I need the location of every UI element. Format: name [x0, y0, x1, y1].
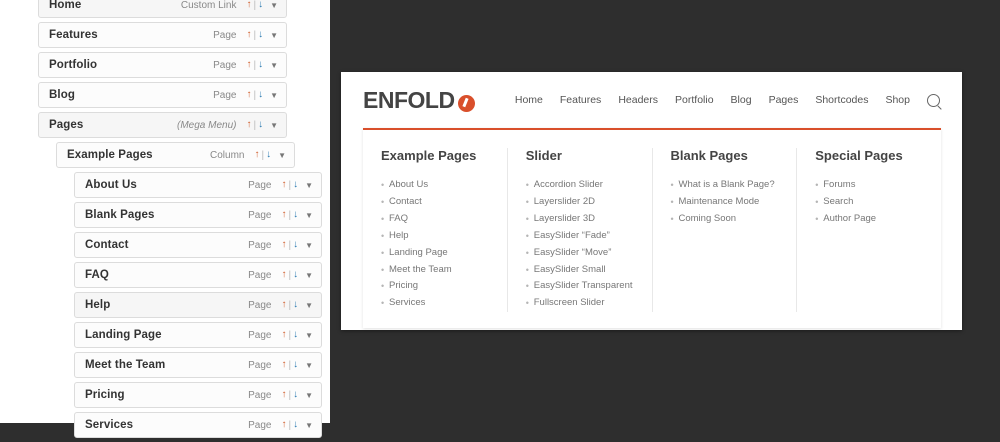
action-separator: |	[288, 389, 292, 401]
menu-row-type: Page	[248, 179, 272, 191]
action-separator: |	[253, 29, 257, 41]
move-down-icon[interactable]: ↓	[293, 329, 299, 340]
move-down-icon[interactable]: ↓	[293, 179, 299, 190]
move-up-icon[interactable]: ↑	[281, 359, 287, 370]
chevron-down-icon[interactable]: ▼	[270, 30, 278, 40]
menu-row-actions	[281, 210, 313, 221]
mega-menu-link-list	[526, 177, 636, 312]
menu-row-actions	[281, 360, 313, 371]
mega-menu-link[interactable]: • Pricing	[381, 278, 491, 295]
menu-row-type: Page	[213, 29, 237, 41]
menu-row-actions	[281, 420, 313, 431]
menu-row[interactable]	[38, 0, 287, 18]
chevron-down-icon[interactable]: ▼	[305, 240, 313, 250]
menu-row-title: FAQ	[85, 269, 109, 281]
menu-row-actions	[246, 120, 278, 131]
menu-row-actions	[246, 30, 278, 41]
mega-menu-link-list	[815, 177, 925, 228]
menu-row-title: Pages	[49, 119, 84, 131]
chevron-down-icon[interactable]: ▼	[270, 120, 278, 130]
move-up-icon[interactable]: ↑	[246, 29, 252, 40]
menu-row-actions	[246, 0, 278, 11]
move-down-icon[interactable]: ↓	[293, 419, 299, 430]
mega-menu-link[interactable]: • Forums	[815, 177, 925, 194]
menu-row-type: Page	[248, 299, 272, 311]
mega-menu-link[interactable]: • Layerslider 3D	[526, 211, 636, 228]
mega-menu-column	[363, 148, 508, 312]
mega-menu-dropdown	[363, 128, 941, 328]
move-up-icon[interactable]: ↑	[246, 89, 252, 100]
nav-item-shop[interactable]: Shop	[885, 94, 910, 106]
menu-row-title: Example Pages	[67, 149, 153, 161]
nav-item-blog[interactable]: Blog	[730, 94, 752, 106]
mega-menu-column-title: Special Pages	[815, 148, 903, 163]
move-up-icon[interactable]: ↑	[281, 299, 287, 310]
move-down-icon[interactable]: ↓	[293, 299, 299, 310]
move-down-icon[interactable]: ↓	[293, 359, 299, 370]
chevron-down-icon[interactable]: ▼	[270, 90, 278, 100]
menu-row[interactable]	[74, 292, 322, 318]
move-down-icon[interactable]: ↓	[266, 149, 272, 160]
move-up-icon[interactable]: ↑	[281, 209, 287, 220]
chevron-down-icon[interactable]: ▼	[305, 360, 313, 370]
chevron-down-icon[interactable]: ▼	[305, 210, 313, 220]
menu-row-title: Contact	[85, 239, 129, 251]
menu-row[interactable]	[74, 322, 322, 348]
nav-item-portfolio[interactable]: Portfolio	[675, 94, 714, 106]
menu-row-actions	[281, 390, 313, 401]
menu-row[interactable]	[38, 112, 287, 138]
chevron-down-icon[interactable]: ▼	[305, 180, 313, 190]
menu-row[interactable]	[74, 412, 322, 438]
menu-row[interactable]	[74, 352, 322, 378]
mega-menu-link[interactable]: • Author Page	[815, 211, 925, 228]
menu-row-actions	[246, 90, 278, 101]
mega-menu-column	[653, 148, 798, 312]
mega-menu-link-list	[381, 177, 491, 312]
mega-menu-link[interactable]: • Meet the Team	[381, 262, 491, 279]
move-up-icon[interactable]: ↑	[246, 59, 252, 70]
action-separator: |	[288, 299, 292, 311]
menu-row-type: Page	[248, 209, 272, 221]
move-down-icon[interactable]: ↓	[293, 389, 299, 400]
logo-text: ENFOLD	[363, 86, 455, 113]
action-separator: |	[261, 149, 265, 161]
menu-row-title: Landing Page	[85, 329, 162, 341]
menu-row[interactable]	[74, 232, 322, 258]
mega-menu-link[interactable]: • EasySlider Small	[526, 262, 636, 279]
menu-row-type: Page	[248, 269, 272, 281]
move-down-icon[interactable]: ↓	[258, 89, 264, 100]
mega-menu-column-title: Blank Pages	[670, 148, 748, 163]
menu-row-type: Column	[210, 149, 245, 161]
menu-row[interactable]	[74, 262, 322, 288]
action-separator: |	[288, 359, 292, 371]
move-up-icon[interactable]: ↑	[281, 239, 287, 250]
chevron-down-icon[interactable]: ▼	[270, 0, 278, 10]
chevron-down-icon[interactable]: ▼	[305, 270, 313, 280]
action-separator: |	[288, 209, 292, 221]
menu-row-title: Home	[49, 0, 82, 11]
menu-row-title: Blank Pages	[85, 209, 155, 221]
mega-menu-link[interactable]: • Services	[381, 295, 491, 312]
menu-row-actions	[281, 300, 313, 311]
menu-row[interactable]	[56, 142, 295, 168]
mega-menu-column-title: Slider	[525, 148, 562, 163]
menu-row[interactable]	[38, 52, 287, 78]
menu-row-title: Meet the Team	[85, 359, 166, 371]
menu-row-actions	[281, 330, 313, 341]
logo-dot-icon	[458, 95, 475, 112]
move-up-icon[interactable]: ↑	[281, 179, 287, 190]
menu-row-type: Page	[213, 89, 237, 101]
chevron-down-icon[interactable]: ▼	[305, 300, 313, 310]
mega-menu-column	[508, 148, 653, 312]
action-separator: |	[288, 239, 292, 251]
action-separator: |	[253, 89, 257, 101]
move-down-icon[interactable]: ↓	[293, 209, 299, 220]
action-separator: |	[253, 119, 257, 131]
move-down-icon[interactable]: ↓	[258, 59, 264, 70]
site-header	[341, 72, 962, 128]
mega-menu-link[interactable]: • EasySlider “Fade”	[526, 228, 636, 245]
site-preview	[341, 72, 962, 330]
move-down-icon[interactable]: ↓	[293, 269, 299, 280]
move-up-icon[interactable]: ↑	[281, 329, 287, 340]
move-up-icon[interactable]: ↑	[246, 0, 252, 10]
mega-menu-link[interactable]: • Help	[381, 228, 491, 245]
move-down-icon[interactable]: ↓	[258, 119, 264, 130]
move-up-icon[interactable]: ↑	[246, 119, 252, 130]
mega-menu-link[interactable]: • Layerslider 2D	[526, 194, 636, 211]
site-main-nav	[515, 94, 940, 107]
menu-row-actions	[281, 240, 313, 251]
menu-row-title: Help	[85, 299, 111, 311]
mega-menu-link[interactable]: • About Us	[381, 177, 491, 194]
menu-row-type: Page	[248, 329, 272, 341]
mega-menu-link[interactable]: • Accordion Slider	[526, 177, 636, 194]
menu-row-type: Page	[248, 359, 272, 371]
nav-item-features[interactable]: Features	[559, 94, 602, 106]
menu-row-title: Features	[49, 29, 98, 41]
menu-row-type: Page	[248, 239, 272, 251]
mega-menu-link[interactable]: • What is a Blank Page?	[671, 177, 781, 194]
chevron-down-icon[interactable]: ▼	[305, 390, 313, 400]
menu-row-actions	[246, 60, 278, 71]
menu-row-title: Portfolio	[49, 59, 98, 71]
menu-row[interactable]	[38, 22, 287, 48]
menu-row-type: Custom Link	[180, 0, 237, 11]
menu-row[interactable]	[74, 172, 322, 198]
action-separator: |	[253, 0, 257, 11]
mega-menu-link[interactable]: • Search	[815, 194, 925, 211]
move-up-icon[interactable]: ↑	[254, 149, 260, 160]
chevron-down-icon[interactable]: ▼	[305, 330, 313, 340]
menu-row-title: Services	[85, 419, 134, 431]
mega-menu-link[interactable]: • Maintenance Mode	[671, 194, 781, 211]
menu-row[interactable]	[74, 202, 322, 228]
mega-menu-link-list	[671, 177, 781, 228]
mega-menu-link[interactable]: • Fullscreen Slider	[526, 295, 636, 312]
action-separator: |	[253, 59, 257, 71]
move-up-icon[interactable]: ↑	[281, 419, 287, 430]
mega-menu-link[interactable]: • FAQ	[381, 211, 491, 228]
menu-row-actions	[281, 180, 313, 191]
menu-row-type: Page	[213, 59, 237, 71]
menu-row-title: Pricing	[85, 389, 125, 401]
chevron-down-icon[interactable]: ▼	[278, 150, 286, 160]
chevron-down-icon[interactable]: ▼	[270, 60, 278, 70]
nav-item-shortcodes[interactable]: Shortcodes	[815, 94, 869, 106]
mega-menu-column	[797, 148, 941, 312]
mega-menu-link[interactable]: • Coming Soon	[671, 211, 781, 228]
menu-row[interactable]	[38, 82, 287, 108]
move-up-icon[interactable]: ↑	[281, 389, 287, 400]
move-up-icon[interactable]: ↑	[281, 269, 287, 280]
chevron-down-icon[interactable]: ▼	[305, 420, 313, 430]
menu-row-title: Blog	[49, 89, 75, 101]
site-logo[interactable]	[363, 87, 475, 114]
move-down-icon[interactable]: ↓	[258, 0, 264, 10]
search-icon[interactable]	[927, 94, 940, 107]
nav-item-headers[interactable]: Headers	[618, 94, 659, 106]
action-separator: |	[288, 179, 292, 191]
menu-row-list	[0, 0, 330, 442]
action-separator: |	[288, 329, 292, 341]
menu-row-actions	[281, 270, 313, 281]
menu-row-type: Page	[248, 419, 272, 431]
menu-editor-panel	[0, 0, 330, 431]
mega-menu-link[interactable]: • Contact	[381, 194, 491, 211]
mega-menu-link[interactable]: • EasySlider Transparent	[526, 278, 636, 295]
menu-row[interactable]	[74, 382, 322, 408]
move-down-icon[interactable]: ↓	[258, 29, 264, 40]
menu-row-type: (Mega Menu)	[177, 119, 237, 131]
menu-row-type: Page	[248, 389, 272, 401]
mega-menu-column-title: Example Pages	[381, 148, 477, 163]
mega-menu-link[interactable]: • Landing Page	[381, 245, 491, 262]
menu-row-title: About Us	[85, 179, 137, 191]
menu-row-actions	[254, 150, 286, 161]
mega-menu-link[interactable]: • EasySlider “Move”	[526, 245, 636, 262]
action-separator: |	[288, 419, 292, 431]
move-down-icon[interactable]: ↓	[293, 239, 299, 250]
nav-item-home[interactable]: Home	[514, 94, 543, 106]
action-separator: |	[288, 269, 292, 281]
nav-item-pages[interactable]: Pages	[768, 94, 799, 106]
